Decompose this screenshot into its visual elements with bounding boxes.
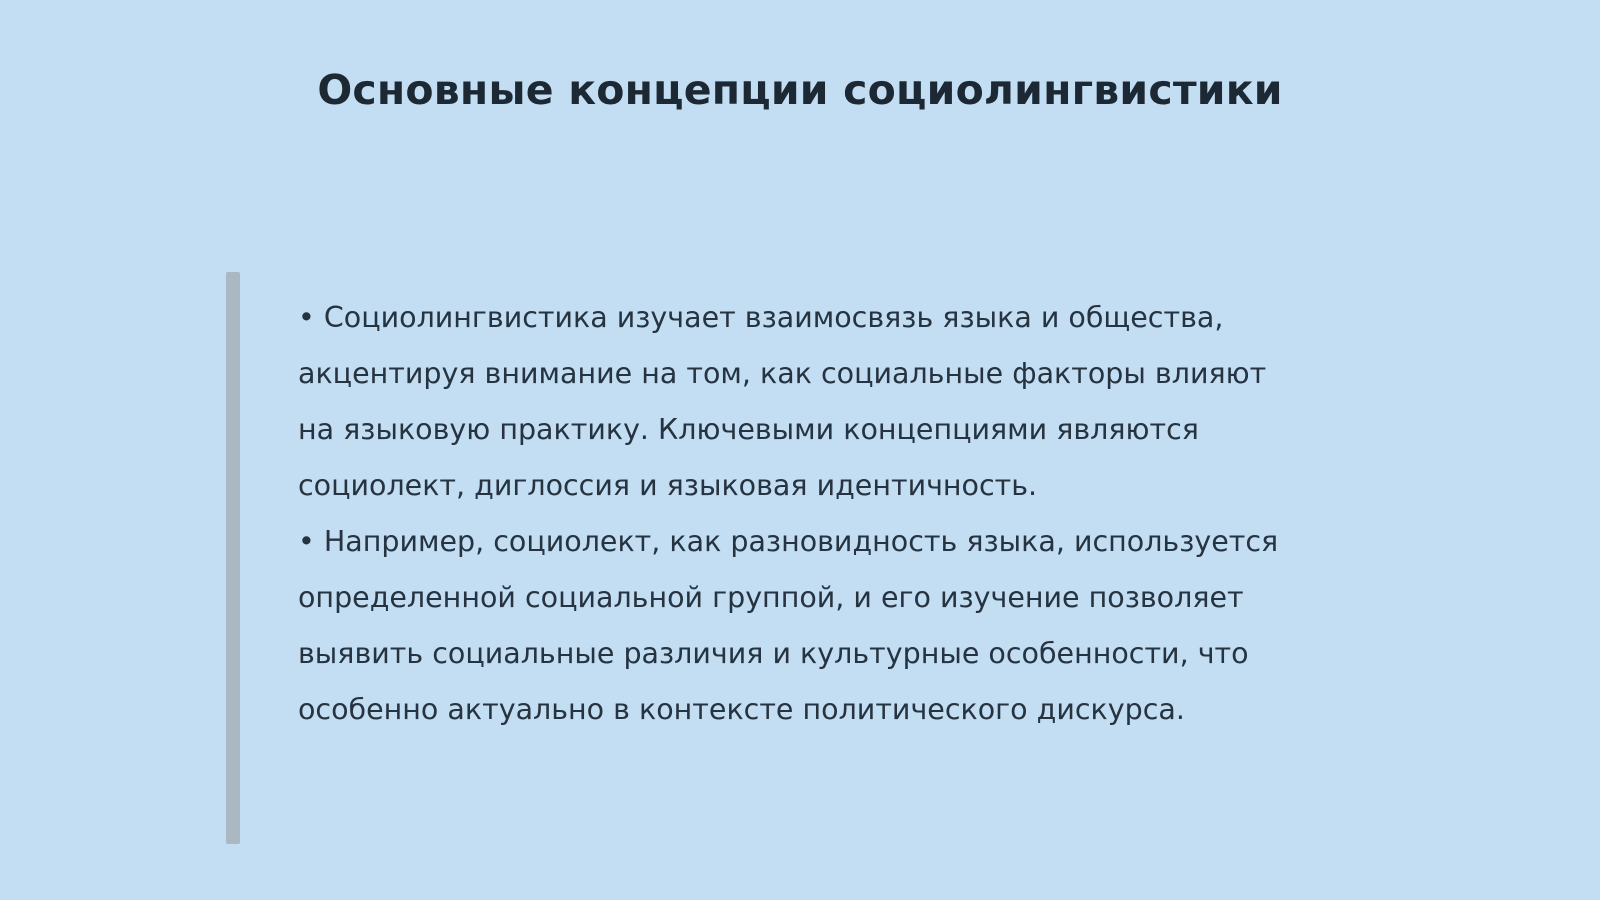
accent-bar bbox=[226, 272, 240, 844]
slide-content bbox=[298, 290, 1308, 738]
bullet-paragraph: • Социолингвистика изучает взаимосвязь языка и общества, акцентируя внимание на том, как социальные факторы влияют на языковую практику. Ключевыми концепциями являются социолект, диглоссия и языковая идентичность. bbox=[298, 301, 1267, 502]
slide-title: Основные концепции социолингвистики bbox=[317, 66, 1283, 114]
bullet-paragraph: • Например, социолект, как разновидность языка, используется определенной социальной группой, и его изучение позволяет выявить социальные различия и культурные особенности, что особенно актуально в контексте политического дискурса. bbox=[298, 525, 1279, 726]
